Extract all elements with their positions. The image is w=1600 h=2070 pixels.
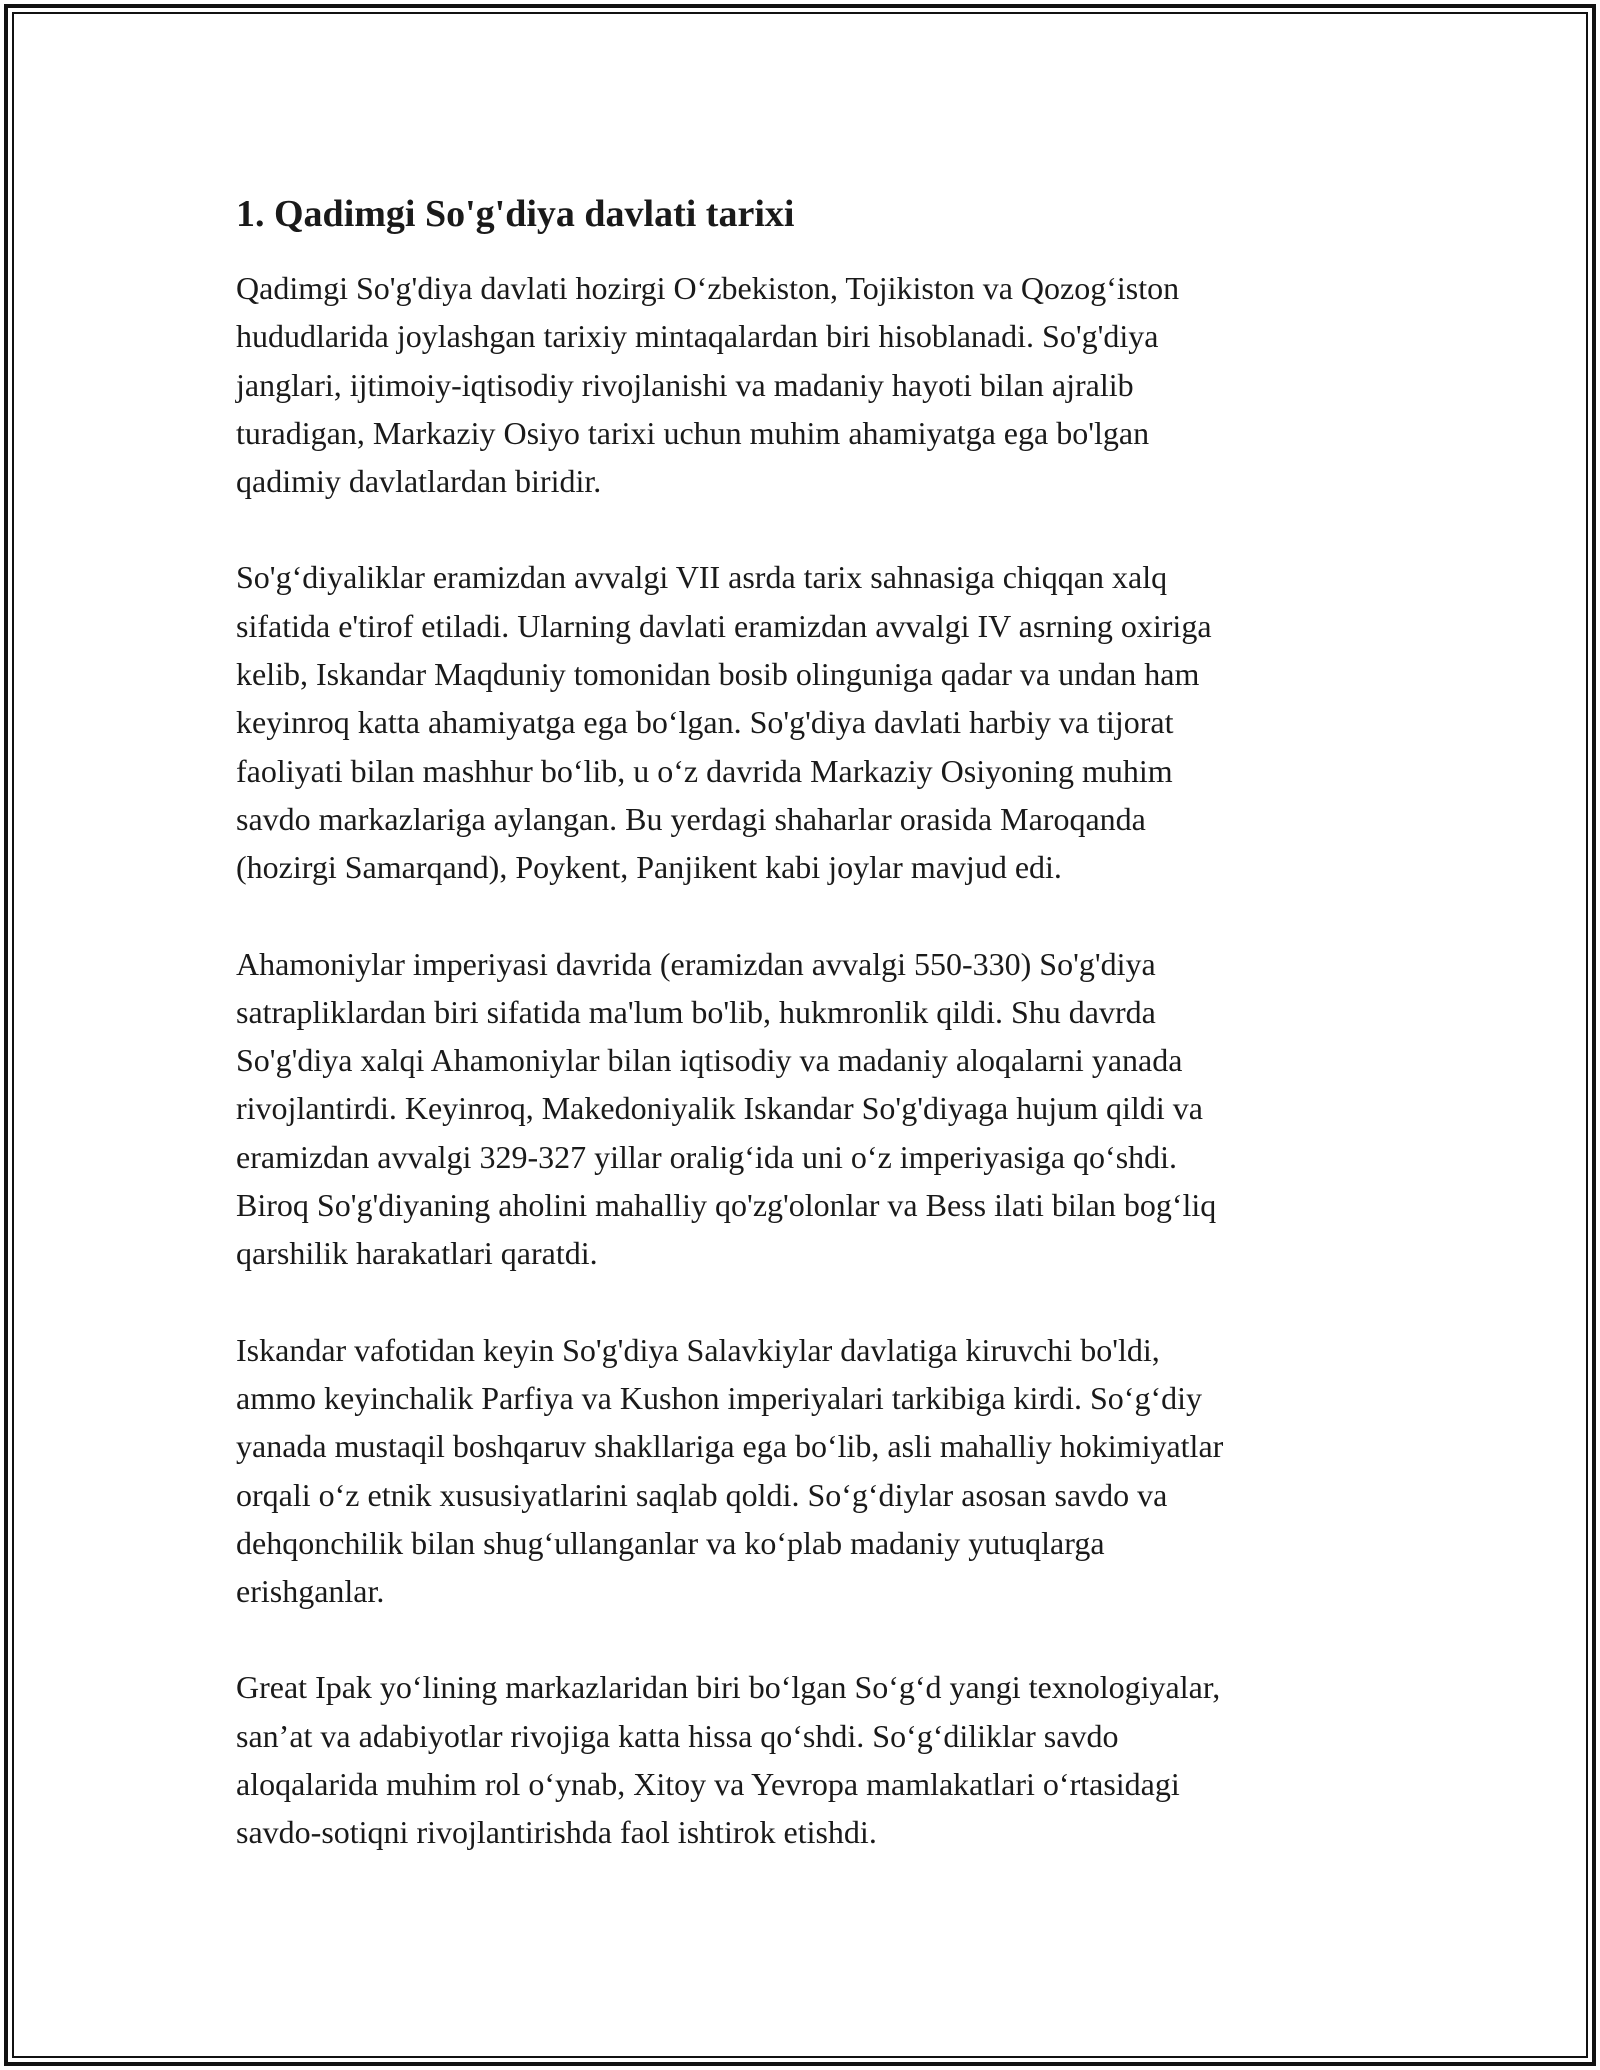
text-line: aloqalarida muhim rol o‘ynab, Xitoy va Yevropa mamlakatlari o‘rtasidagi bbox=[236, 1766, 1180, 1803]
text-line: Biroq So'g'diyaning aholini mahalliy qo'zg'olonlar va Bess ilati bilan bog‘liq bbox=[236, 1187, 1217, 1224]
text-line: (hozirgi Samarqand), Poykent, Panjikent kabi joylar mavjud edi. bbox=[236, 849, 1062, 886]
text-line: janglari, ijtimoiy-iqtisodiy rivojlanishi va madaniy hayoti bilan ajralib bbox=[236, 366, 1134, 403]
text-line: eramizdan avvalgi 329-327 yillar oralig‘ida uni o‘z imperiyasiga qo‘shdi. bbox=[236, 1138, 1178, 1175]
text-line: hududlarida joylashgan tarixiy mintaqalardan biri hisoblanadi. So'g'diya bbox=[236, 318, 1159, 355]
text-line: kelib, Iskandar Maqduniy tomonidan bosib olinguniga qadar va undan ham bbox=[236, 656, 1200, 693]
text-line: savdo markazlariga aylangan. Bu yerdagi shaharlar orasida Maroqanda bbox=[236, 800, 1146, 837]
paragraph-5 bbox=[236, 1663, 1386, 1856]
text-line: Great Ipak yo‘lining markazlaridan biri bo‘lgan So‘g‘d yangi texnologiyalar, bbox=[236, 1669, 1221, 1706]
paragraph-2 bbox=[236, 553, 1386, 891]
text-line: ammo keyinchalik Parfiya va Kushon imperiyalari tarkibiga kirdi. So‘g‘diy bbox=[236, 1379, 1202, 1416]
text-line: dehqonchilik bilan shug‘ullanganlar va ko‘plab madaniy yutuqlarga bbox=[236, 1524, 1105, 1561]
text-line: turadigan, Markaziy Osiyo tarixi uchun muhim ahamiyatga ega bo'lgan bbox=[236, 414, 1150, 451]
text-line: savdo-sotiqni rivojlantirishda faol ishtirok etishdi. bbox=[236, 1814, 877, 1851]
text-line: sifatida e'tirof etiladi. Ularning davlati eramizdan avvalgi IV asrning oxiriga bbox=[236, 607, 1212, 644]
document-title: 1. Qadimgi So'g'diya davlati tarixi bbox=[236, 193, 795, 235]
paragraph-1 bbox=[236, 264, 1386, 505]
text-line: orqali o‘z etnik xususiyatlarini saqlab qoldi. So‘g‘diylar asosan savdo va bbox=[236, 1476, 1168, 1513]
text-line: erishganlar. bbox=[236, 1573, 385, 1610]
text-line: faoliyati bilan mashhur bo‘lib, u o‘z davrida Markaziy Osiyoning muhim bbox=[236, 752, 1173, 789]
text-line: Ahamoniylar imperiyasi davrida (eramizdan avvalgi 550-330) So'g'diya bbox=[236, 945, 1156, 982]
paragraph-4 bbox=[236, 1326, 1386, 1616]
text-line: qadimiy davlatlardan biridir. bbox=[236, 463, 602, 500]
paragraph-3 bbox=[236, 940, 1386, 1278]
text-line: Iskandar vafotidan keyin So'g'diya Salavkiylar davlatiga kiruvchi bo'ldi, bbox=[236, 1331, 1160, 1368]
text-line: yanada mustaqil boshqaruv shakllariga ega bo‘lib, asli mahalliy hokimiyatlar bbox=[236, 1428, 1224, 1465]
text-line: satrapliklardan biri sifatida ma'lum bo'lib, hukmronlik qildi. Shu davrda bbox=[236, 993, 1156, 1030]
text-line: Qadimgi So'g'diya davlati hozirgi O‘zbekiston, Tojikiston va Qozog‘iston bbox=[236, 270, 1180, 306]
text-line: So'g‘diyaliklar eramizdan avvalgi VII asrda tarix sahnasiga chiqqan xalq bbox=[236, 559, 1168, 596]
text-line: san’at va adabiyotlar rivojiga katta hissa qo‘shdi. So‘g‘diliklar savdo bbox=[236, 1717, 1119, 1754]
document-body bbox=[236, 186, 1386, 1905]
text-line: qarshilik harakatlari qaratdi. bbox=[236, 1235, 598, 1272]
text-line: rivojlantirdi. Keyinroq, Makedoniyalik Iskandar So'g'diyaga hujum qildi va bbox=[236, 1090, 1203, 1127]
text-line: keyinroq katta ahamiyatga ega bo‘lgan. So'g'diya davlati harbiy va tijorat bbox=[236, 704, 1174, 741]
text-line: So'g'diya xalqi Ahamoniylar bilan iqtisodiy va madaniy aloqalarni yanada bbox=[236, 1042, 1183, 1079]
